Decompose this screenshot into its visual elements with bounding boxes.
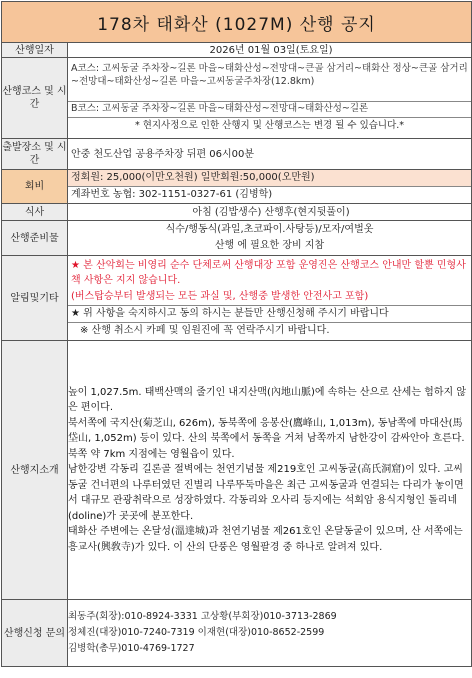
notice-table — [1, 1, 472, 667]
inquiry-label: 산행신청 문의 — [2, 600, 68, 667]
intro-paragraph: 남한강변 각동리 길론골 절벽에는 천연기념물 제219호인 고씨동굴(高氏洞窟)이 있다. 고씨동굴 건너편의 나루터였던 진별리 나루뚜둑마을은 최근 고씨동굴과 연결되는 다리가 놓이면서 대규모 관광취락으로 성장하였다. 각동리와 오사리 등지에는 석회암 용식지형인 돌리네(doline)가 곳곳에 분포한다. — [68, 464, 464, 522]
gear-equipment: 산행 에 필요한 장비 지참 — [214, 240, 325, 251]
fee-row — [2, 170, 472, 204]
fee-label: 회비 — [2, 170, 68, 204]
date-value: 2026년 01월 03일(토요일) — [68, 43, 472, 58]
intro-paragraph: 북서쪽에 국지산(菊芝山, 626m), 동북쪽에 응봉산(鷹峰山, 1,013m), 동남쪽에 마대산(馬垈山, 1,052m) 등이 있다. 산의 북쪽에서 동쪽을 거쳐 남쪽까지 남한강이 감싸안아 흐른다. 북쪽 약 7km 지점에는 영월읍이 있다. — [68, 417, 465, 460]
fee-account: 계좌번호 농협: 302-1151-0327-61 (김병학) — [68, 186, 471, 203]
departure-value: 안중 천도산업 공용주차장 뒤편 06시00분 — [68, 139, 472, 170]
departure-label: 출발장소 및 시간 — [2, 139, 68, 170]
course-b: B코스: 고씨동굴 주차장~길론 마을~태화산성~전망대~태화산성~길론 — [68, 101, 471, 117]
intro-paragraph: 높이 1,027.5m. 태백산맥의 줄기인 내지산맥(內地山脈)에 속하는 산으로 산세는 험하지 않은 편이다. — [68, 386, 466, 414]
page-title: 178차 태화산 (1027M) 산행 공지 — [2, 2, 472, 43]
departure-row — [2, 139, 472, 170]
contact-cell — [68, 600, 472, 667]
inquiry-row — [2, 600, 472, 667]
contact-line: 정체진(대장)010-7240-7319 이재현(대장)010-8652-2599 — [68, 627, 325, 638]
course-label: 산행코스 및 시간 — [2, 58, 68, 139]
course-note: * 현지사정으로 인한 산행지 및 산행코스는 변경 될 수 있습니다.* — [68, 117, 471, 134]
cancel-notice: ※ 산행 취소시 카페 및 임원진에 꼭 연락주시기 바랍니다. — [68, 322, 471, 339]
fee-cell — [68, 170, 472, 204]
course-cell — [68, 58, 472, 139]
gear-items: 식수/행동식(과일,초코파이.사탕등)/모자/여벌옷 — [165, 224, 374, 235]
gear-row — [2, 221, 472, 256]
contact-line: 최동주(회장):010-8924-3331 고상황(부회장)010-3713-2869 — [68, 611, 337, 622]
meal-value: 아침 (김밥생수) 산행후(현지뒷풀이) — [68, 204, 472, 221]
meal-row — [2, 204, 472, 221]
notice-cell — [68, 256, 472, 341]
fee-amount: 정회원: 25,000(이만오천원) 일반회원:50,000(오만원) — [68, 170, 471, 186]
liability-warning: ★ 본 산악회는 비영리 순수 단체로써 산행대장 포함 운영진은 산행코스 안내만 할뿐 민형사책 사항은 지지 않습니다. — [71, 260, 466, 286]
gear-label: 산행준비물 — [2, 221, 68, 256]
consent-notice: ★ 위 사항을 숙지하시고 동의 하시는 분들만 산행신청해 주시기 바랍니다 — [68, 305, 471, 322]
intro-label: 산행지소개 — [2, 341, 68, 600]
notice-row — [2, 256, 472, 341]
liability-scope: (버스탑승부터 발생되는 모든 과실 및, 산행중 발생한 안전사고 포함) — [71, 291, 369, 302]
course-a: A코스: 고씨동굴 주차장~길론 마을~태화산성~전망대~큰골 삼거리~태화산 정상~큰골 삼거리~전망대~태화산성~길론 마을~고씨동굴주차장(12.8km) — [71, 63, 468, 87]
notice-label: 알림및기타 — [2, 256, 68, 341]
title-row — [2, 2, 472, 43]
date-label: 산행일자 — [2, 43, 68, 58]
meal-label: 식사 — [2, 204, 68, 221]
course-row — [2, 58, 472, 139]
intro-paragraph: 태화산 주변에는 온달성(溫達城)과 천연기념물 제261호인 온달동굴이 있으며, 산 서쪽에는 흥교사(興敎寺)가 있다. 이 산의 단풍은 영월팔경 중 하나로 알려져 있다. — [68, 526, 463, 553]
intro-cell — [68, 341, 472, 600]
date-row — [2, 43, 472, 58]
notice-page — [1, 1, 471, 667]
gear-cell — [68, 221, 472, 256]
intro-row — [2, 341, 472, 600]
contact-line: 김병학(총무)010-4769-1727 — [68, 643, 195, 654]
